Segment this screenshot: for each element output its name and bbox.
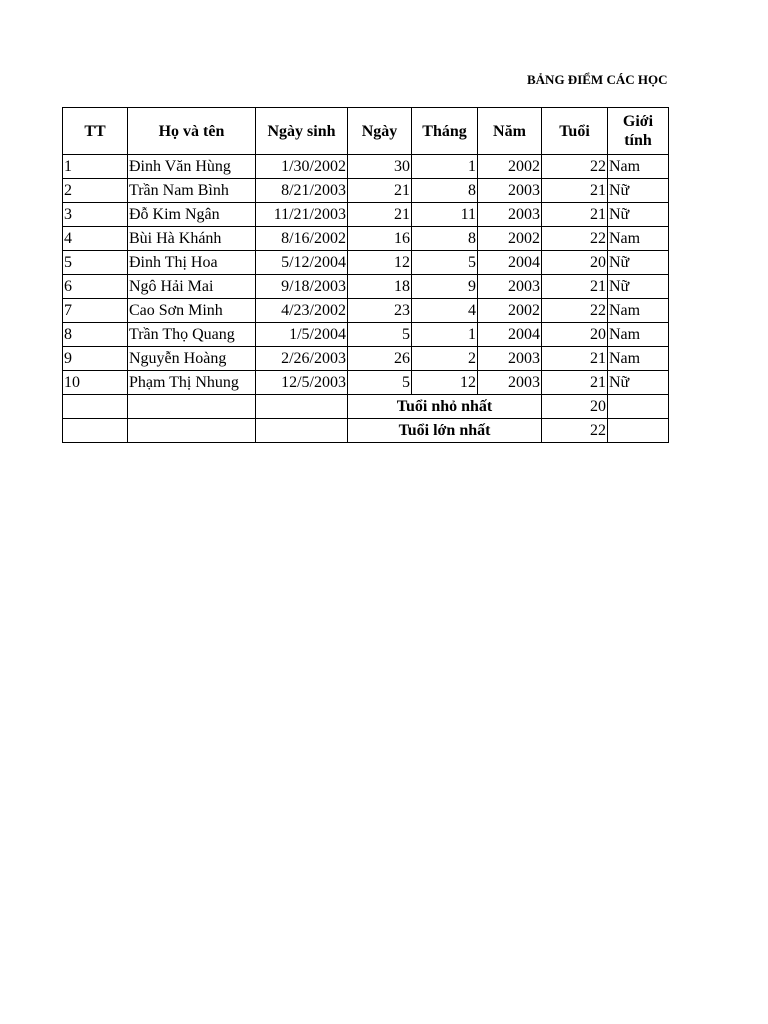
cell-gender: Nam [608, 347, 669, 371]
cell-day: 5 [348, 371, 412, 395]
cell-name: Nguyễn Hoàng [128, 347, 256, 371]
cell-name: Trần Thọ Quang [128, 323, 256, 347]
cell-day: 5 [348, 323, 412, 347]
cell-year: 2003 [478, 275, 542, 299]
cell-gender: Nam [608, 155, 669, 179]
cell-name: Đinh Thị Hoa [128, 251, 256, 275]
cell-tt: 10 [63, 371, 128, 395]
table-row [63, 155, 669, 179]
header-gender: Giới tính [608, 108, 669, 155]
cell-day: 12 [348, 251, 412, 275]
summary-row [63, 419, 669, 443]
table-row [63, 299, 669, 323]
summary-label: Tuổi nhỏ nhất [348, 395, 542, 419]
cell-tt: 1 [63, 155, 128, 179]
cell-month: 1 [412, 323, 478, 347]
cell-month: 11 [412, 203, 478, 227]
cell-month: 5 [412, 251, 478, 275]
cell-year: 2002 [478, 227, 542, 251]
cell-gender: Nam [608, 227, 669, 251]
cell-dob: 9/18/2003 [256, 275, 348, 299]
cell-year: 2002 [478, 299, 542, 323]
cell-age: 21 [542, 275, 608, 299]
cell-dob: 11/21/2003 [256, 203, 348, 227]
cell-gender: Nam [608, 299, 669, 323]
cell-month: 8 [412, 179, 478, 203]
cell-day: 26 [348, 347, 412, 371]
header-day: Ngày [348, 108, 412, 155]
cell-year: 2004 [478, 251, 542, 275]
cell-month: 2 [412, 347, 478, 371]
cell-name: Đinh Văn Hùng [128, 155, 256, 179]
cell-day: 21 [348, 203, 412, 227]
header-year: Năm [478, 108, 542, 155]
cell-dob: 8/16/2002 [256, 227, 348, 251]
cell-age: 21 [542, 371, 608, 395]
header-name: Họ và tên [128, 108, 256, 155]
cell-tt: 8 [63, 323, 128, 347]
cell-day: 18 [348, 275, 412, 299]
cell-dob: 4/23/2002 [256, 299, 348, 323]
cell-dob: 5/12/2004 [256, 251, 348, 275]
cell-dob: 8/21/2003 [256, 179, 348, 203]
cell-month: 8 [412, 227, 478, 251]
header-month: Tháng [412, 108, 478, 155]
summary-value: 22 [542, 419, 608, 443]
cell-month: 9 [412, 275, 478, 299]
cell-age: 22 [542, 227, 608, 251]
table-row [63, 371, 669, 395]
cell-age: 21 [542, 179, 608, 203]
summary-label: Tuổi lớn nhất [348, 419, 542, 443]
table-row [63, 179, 669, 203]
header-tt: TT [63, 108, 128, 155]
cell-name: Đỗ Kim Ngân [128, 203, 256, 227]
page-title: BẢNG ĐIỂM CÁC HỌC [527, 72, 667, 87]
cell-tt: 7 [63, 299, 128, 323]
table-row [63, 347, 669, 371]
cell-age: 21 [542, 203, 608, 227]
cell-age: 21 [542, 347, 608, 371]
cell-year: 2003 [478, 347, 542, 371]
cell-gender: Nữ [608, 371, 669, 395]
empty-cell [128, 395, 256, 419]
cell-gender: Nữ [608, 251, 669, 275]
cell-gender: Nam [608, 323, 669, 347]
empty-cell [608, 395, 669, 419]
cell-name: Phạm Thị Nhung [128, 371, 256, 395]
table-row [63, 251, 669, 275]
header-row [63, 108, 669, 155]
cell-month: 1 [412, 155, 478, 179]
cell-name: Ngô Hải Mai [128, 275, 256, 299]
cell-month: 4 [412, 299, 478, 323]
cell-day: 30 [348, 155, 412, 179]
cell-age: 20 [542, 251, 608, 275]
cell-gender: Nữ [608, 275, 669, 299]
table-row [63, 227, 669, 251]
cell-tt: 3 [63, 203, 128, 227]
cell-dob: 1/30/2002 [256, 155, 348, 179]
cell-name: Cao Sơn Minh [128, 299, 256, 323]
cell-age: 20 [542, 323, 608, 347]
cell-age: 22 [542, 155, 608, 179]
cell-year: 2003 [478, 371, 542, 395]
cell-day: 23 [348, 299, 412, 323]
cell-dob: 1/5/2004 [256, 323, 348, 347]
cell-age: 22 [542, 299, 608, 323]
cell-month: 12 [412, 371, 478, 395]
table-row [63, 323, 669, 347]
cell-tt: 6 [63, 275, 128, 299]
empty-cell [256, 395, 348, 419]
cell-gender: Nữ [608, 203, 669, 227]
cell-tt: 4 [63, 227, 128, 251]
summary-row [63, 395, 669, 419]
empty-cell [128, 419, 256, 443]
table-body [63, 155, 669, 443]
cell-day: 21 [348, 179, 412, 203]
empty-cell [608, 419, 669, 443]
cell-year: 2004 [478, 323, 542, 347]
cell-year: 2003 [478, 179, 542, 203]
cell-gender: Nữ [608, 179, 669, 203]
table-row [63, 203, 669, 227]
cell-dob: 2/26/2003 [256, 347, 348, 371]
empty-cell [256, 419, 348, 443]
summary-value: 20 [542, 395, 608, 419]
cell-tt: 9 [63, 347, 128, 371]
score-table [62, 107, 669, 443]
cell-name: Trần Nam Bình [128, 179, 256, 203]
cell-day: 16 [348, 227, 412, 251]
cell-name: Bùi Hà Khánh [128, 227, 256, 251]
header-age: Tuổi [542, 108, 608, 155]
cell-year: 2003 [478, 203, 542, 227]
cell-tt: 5 [63, 251, 128, 275]
cell-dob: 12/5/2003 [256, 371, 348, 395]
empty-cell [63, 395, 128, 419]
header-dob: Ngày sinh [256, 108, 348, 155]
cell-tt: 2 [63, 179, 128, 203]
table-row [63, 275, 669, 299]
empty-cell [63, 419, 128, 443]
cell-year: 2002 [478, 155, 542, 179]
